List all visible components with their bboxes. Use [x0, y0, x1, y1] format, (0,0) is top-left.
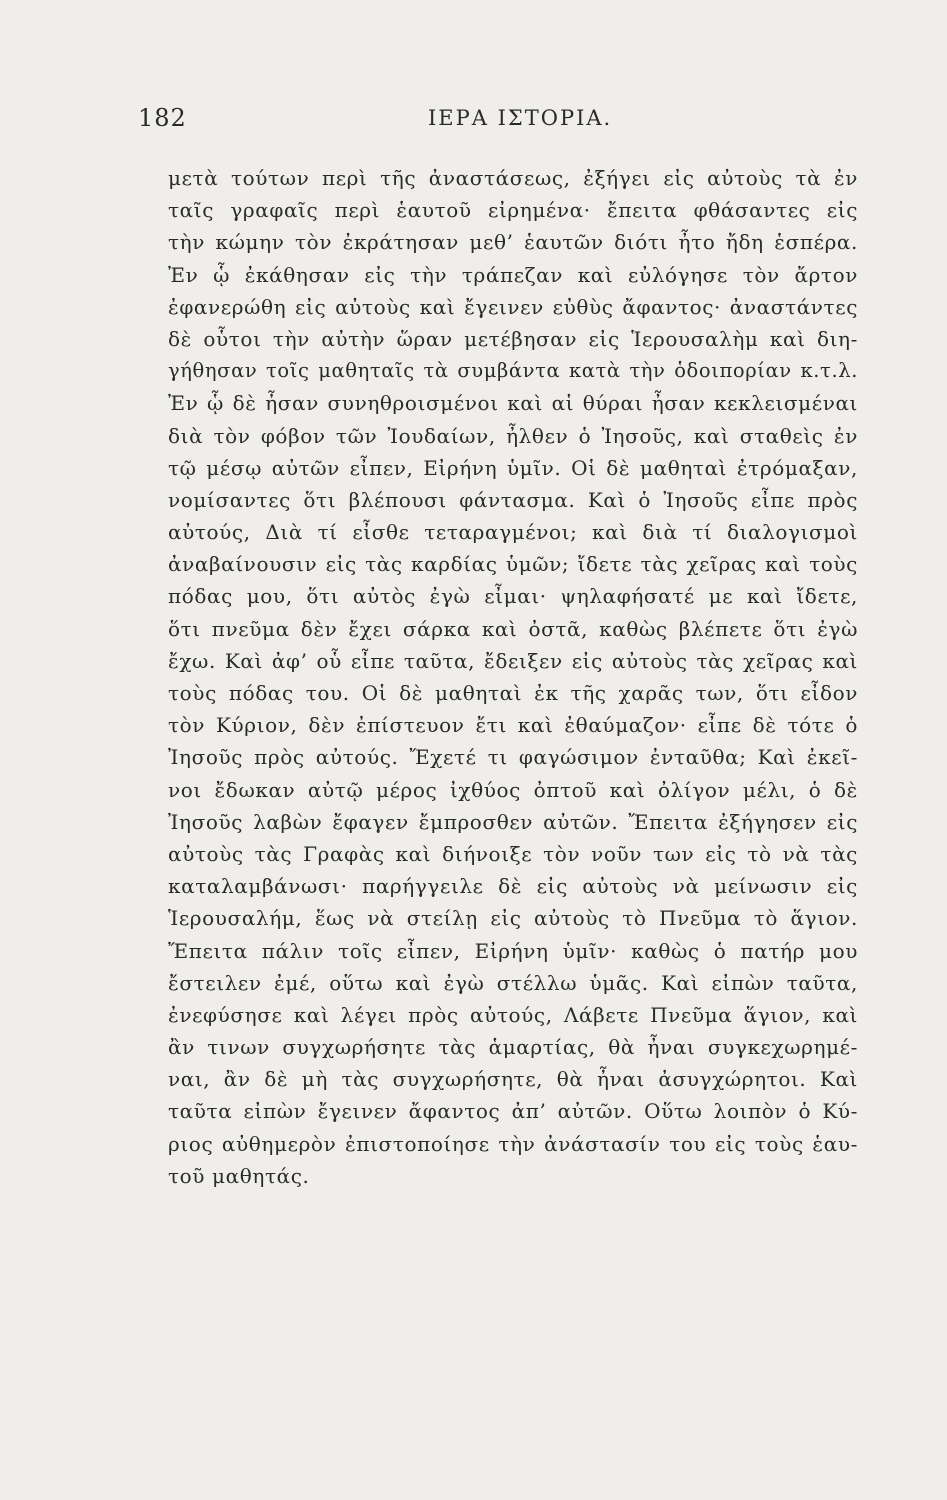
text-line: ἐνεφύσησε καὶ λέγει πρὸς αὐτούς, Λάβετε Πνεῦμα ἅγιον, καὶ — [168, 1002, 858, 1027]
text-line: Ἱερουσαλήμ, ἕως νὰ στείλῃ εἰς αὐτοὺς τὸ Πνεῦμα τὸ ἅγιον. — [168, 906, 858, 931]
text-line: καταλαμβάνωσι· παρήγγειλε δὲ εἰς αὐτοὺς νὰ μείνωσιν εἰς — [168, 874, 858, 899]
text-line: νομίσαντες ὅτι βλέπουσι φάντασμα. Καὶ ὁ Ἰησοῦς εἶπε πρὸς — [168, 487, 858, 512]
text-line: Ἰησοῦς πρὸς αὐτούς. Ἔχετέ τι φαγώσιμον ἐνταῦθα; Καὶ ἐκεῖ- — [168, 745, 858, 770]
text-line: ὅτι πνεῦμα δὲν ἔχει σάρκα καὶ ὀστᾶ, καθὼς βλέπετε ὅτι ἐγὼ — [168, 616, 858, 641]
text-line: νοι ἔδωκαν αὐτῷ μέρος ἰχθύος ὀπτοῦ καὶ ὀλίγον μέλι, ὁ δὲ — [168, 777, 858, 802]
text-line: ριος αὐθημερὸν ἐπιστοποίησε τὴν ἀνάστασίν του εἰς τοὺς ἑαυ- — [168, 1131, 858, 1156]
text-line: ἐφανερώθη εἰς αὐτοὺς καὶ ἔγεινεν εὐθὺς ἄφαντος· ἀναστάντες — [168, 294, 858, 319]
text-line: τὸν Κύριον, δὲν ἐπίστευον ἔτι καὶ ἐθαύμαζον· εἶπε δὲ τότε ὁ — [168, 713, 858, 738]
page-number: 182 — [138, 104, 187, 132]
text-line: δὲ οὗτοι τὴν αὐτὴν ὥραν μετέβησαν εἰς Ἱερουσαλὴμ καὶ διη- — [168, 326, 858, 351]
text-line: ἔστειλεν ἐμέ, οὕτω καὶ ἐγὼ στέλλω ὑμᾶς. Καὶ εἰπὼν ταῦτα, — [168, 970, 858, 995]
page-header — [138, 104, 838, 144]
text-line: μετὰ τούτων περὶ τῆς ἀναστάσεως, ἐξήγει εἰς αὐτοὺς τὰ ἐν — [168, 166, 858, 190]
text-line: τοῦ μαθητάς. — [168, 1163, 310, 1188]
text-line: πόδας μου, ὅτι αὐτὸς ἐγὼ εἶμαι· ψηλαφήσατέ με καὶ ἴδετε, — [168, 584, 858, 609]
text-line: Ἔπειτα πάλιν τοῖς εἶπεν, Εἰρήνη ὑμῖν· καθὼς ὁ πατήρ μου — [168, 938, 858, 963]
text-line: αὐτοὺς τὰς Γραφὰς καὶ διήνοιξε τὸν νοῦν των εἰς τὸ νὰ τὰς — [168, 841, 858, 866]
text-line: ταῦτα εἰπὼν ἔγεινεν ἄφαντος ἀπ’ αὐτῶν. Οὕτω λοιπὸν ὁ Κύ- — [168, 1099, 858, 1124]
body-text — [168, 162, 858, 1192]
text-line: γήθησαν τοῖς μαθηταῖς τὰ συμβάντα κατὰ τὴν ὁδοιπορίαν κ.τ.λ. — [168, 359, 858, 383]
text-line: ναι, ἂν δὲ μὴ τὰς συγχωρήσητε, θὰ ἦναι ἀσυγχώρητοι. Καὶ — [168, 1067, 858, 1092]
text-line: ἂν τινων συγχωρήσητε τὰς ἁμαρτίας, θὰ ἦναι συγκεχωρημέ- — [168, 1035, 858, 1060]
text-line: ἔχω. Καὶ ἀφ’ οὗ εἶπε ταῦτα, ἔδειξεν εἰς αὐτοὺς τὰς χεῖρας καὶ — [168, 648, 858, 673]
text-line: αὐτούς, Διὰ τί εἶσθε τεταραγμένοι; καὶ διὰ τί διαλογισμοὶ — [168, 520, 858, 545]
text-line: Ἐν ᾧ ἐκάθησαν εἰς τὴν τράπεζαν καὶ εὐλόγησε τὸν ἄρτον — [168, 262, 858, 287]
text-line: Ἐν ᾧ δὲ ἦσαν συνηθροισμένοι καὶ αἱ θύραι ἦσαν κεκλεισμέναι — [168, 391, 858, 416]
text-line: τῷ μέσῳ αὐτῶν εἶπεν, Εἰρήνη ὑμῖν. Οἱ δὲ μαθηταὶ ἐτρόμαξαν, — [168, 455, 858, 480]
text-line: Ἰησοῦς λαβὼν ἔφαγεν ἔμπροσθεν αὐτῶν. Ἔπειτα ἐξήγησεν εἰς — [168, 809, 858, 834]
text-line: ἀναβαίνουσιν εἰς τὰς καρδίας ὑμῶν; ἴδετε τὰς χεῖρας καὶ τοὺς — [168, 552, 858, 577]
text-line: διὰ τὸν φόβον τῶν Ἰουδαίων, ἦλθεν ὁ Ἰησοῦς, καὶ σταθεὶς ἐν — [168, 423, 858, 448]
text-line: τὴν κώμην τὸν ἐκράτησαν μεθ’ ἑαυτῶν διότι ἦτο ἤδη ἑσπέρα. — [168, 230, 858, 255]
running-title: ΙΕΡΑ ΙΣΤΟΡΙΑ. — [428, 106, 613, 130]
text-line: τοὺς πόδας του. Οἱ δὲ μαθηταὶ ἐκ τῆς χαρᾶς των, ὅτι εἶδον — [168, 681, 858, 705]
text-line: ταῖς γραφαῖς περὶ ἑαυτοῦ εἰρημένα· ἔπειτα φθάσαντες εἰς — [168, 198, 858, 223]
